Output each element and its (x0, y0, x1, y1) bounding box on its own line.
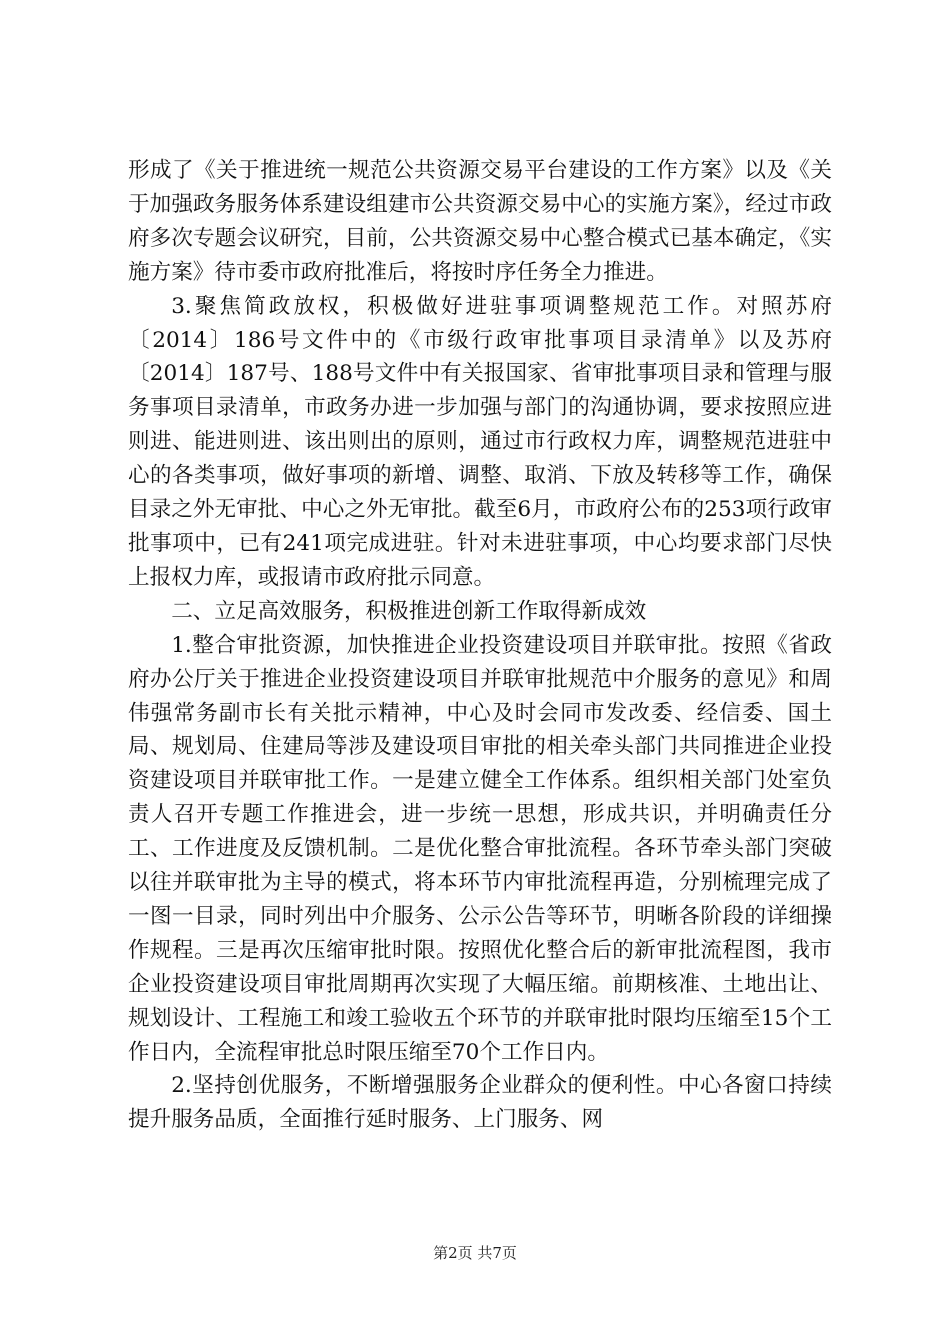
document-body (128, 154, 832, 1137)
paragraph-item-1: 1.整合审批资源，加快推进企业投资建设项目并联审批。按照《省政府办公厅关于推进企业投资建设项目并联审批规范中介服务的意见》和周伟强常务副市长有关批示精神，中心及时会同市发改委、经信委、国土局、规划局、住建局等涉及建设项目审批的相关牵头部门共同推进企业投资建设项目并联审批工作。一是建立健全工作体系。组织相关部门处室负责人召开专题工作推进会，进一步统一思想，形成共识，并明确责任分工、工作进度及反馈机制。二是优化整合审批流程。各环节牵头部门突破以往并联审批为主导的模式，将本环节内审批流程再造，分别梳理完成了一图一目录，同时列出中介服务、公示公告等环节，明晰各阶段的详细操作规程。三是再次压缩审批时限。按照优化整合后的新审批流程图，我市企业投资建设项目审批周期再次实现了大幅压缩。前期核准、土地出让、规划设计、工程施工和竣工验收五个环节的并联审批时限均压缩至15个工作日内，全流程审批总时限压缩至70个工作日内。 (128, 632, 832, 1065)
section-heading-2: 二、立足高效服务，积极推进创新工作取得新成效 (171, 598, 647, 624)
page-number-footer: 第2页 共7页 (433, 1244, 517, 1262)
paragraph-item-3: 3.聚焦简政放权，积极做好进驻事项调整规范工作。对照苏府〔2014〕186号文件中的《市级行政审批事项目录清单》以及苏府〔2014〕187号、188号文件中有关报国家、省审批事项目录和管理与服务事项目录清单，市政务办进一步加强与部门的沟通协调，要求按照应进则进、能进则进、该出则出的原则，通过市行政权力库，调整规范进驻中心的各类事项，做好事项的新增、调整、取消、下放及转移等工作，确保目录之外无审批、中心之外无审批。截至6月，市政府公布的253项行政审批事项中，已有241项完成进驻。针对未进驻事项，中心均要求部门尽快上报权力库，或报请市政府批示同意。 (128, 293, 832, 590)
paragraph-item-2: 2.坚持创优服务，不断增强服务企业群众的便利性。中心各窗口持续提升服务品质，全面推行延时服务、上门服务、网 (128, 1073, 832, 1133)
paragraph-continuation: 形成了《关于推进统一规范公共资源交易平台建设的工作方案》以及《关于加强政务服务体系建设组建市公共资源交易中心的实施方案》，经过市政府多次专题会议研究，目前，公共资源交易中心整合模式已基本确定，《实施方案》待市委市政府批准后，将按时序任务全力推进。 (128, 158, 832, 285)
